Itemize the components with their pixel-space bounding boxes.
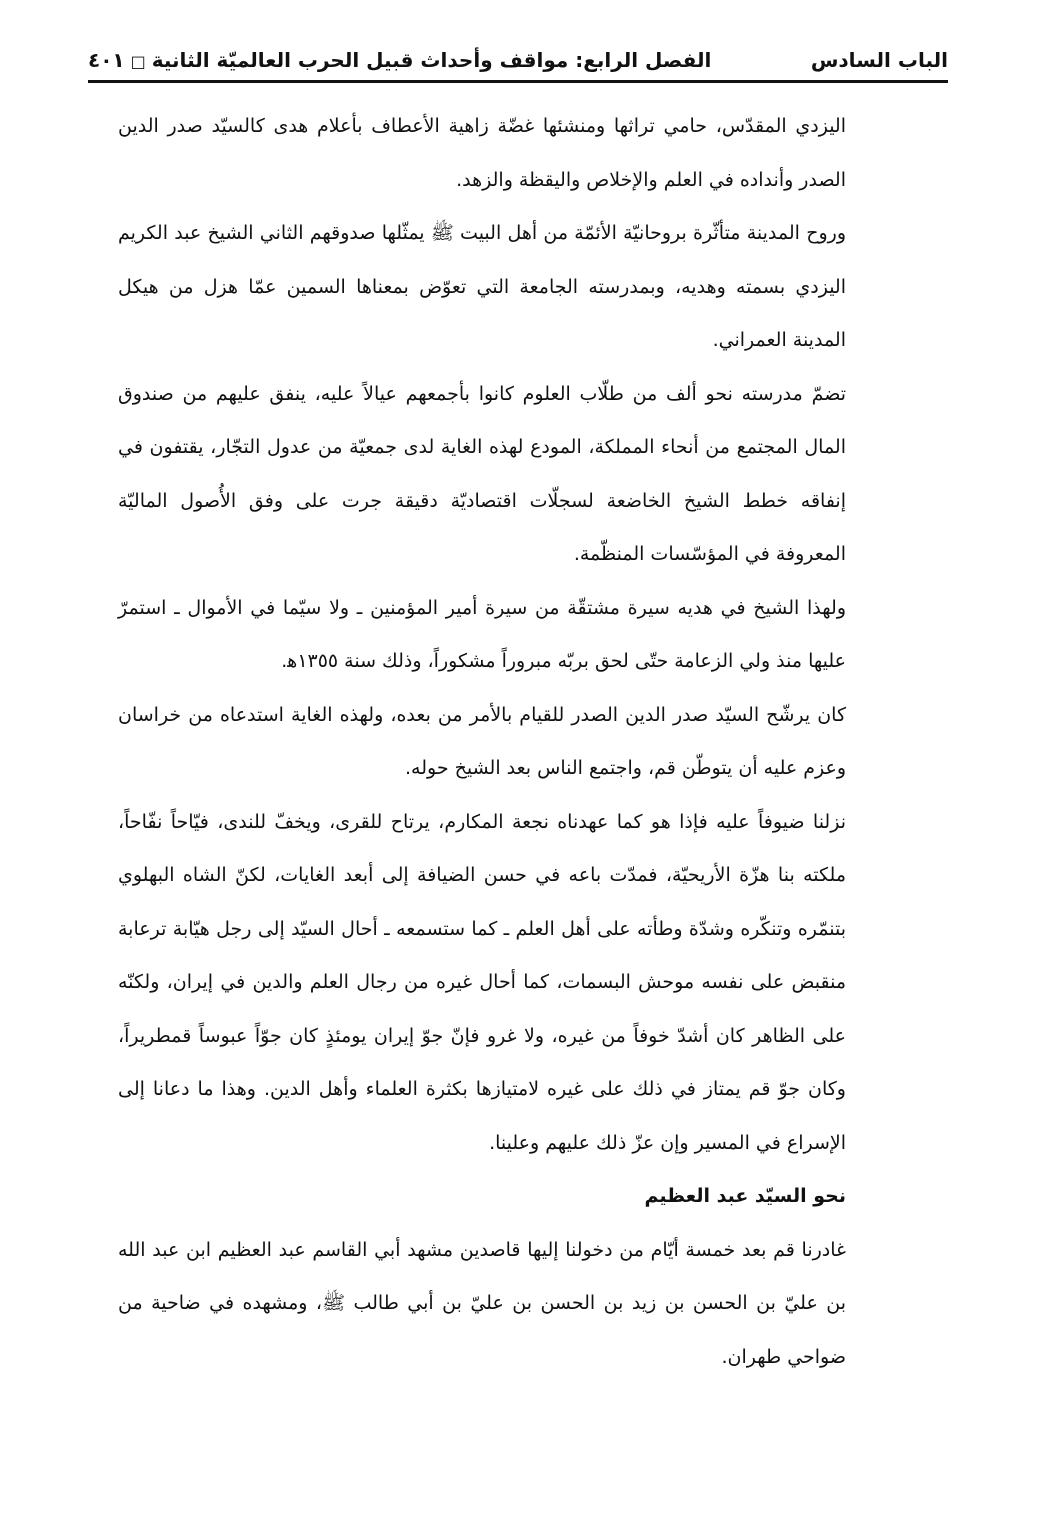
paragraph: اليزدي المقدّس، حامي تراثها ومنشئها غضّة زاهية الأعطاف بأعلام هدى كالسيّد صدر الدين الصدر وأنداده في العلم والإخلاص واليقظة والزهد. [118, 115, 846, 191]
paragraph: وروح المدينة متأثّرة بروحانيّة الأئمّة من أهل البيت ﷺ يمثّلها صدوقهم الثاني الشيخ عبد الكريم اليزدي بسمته وهديه، وبمدرسته الجامعة التي تعوّض بمعناها السمين عمّا هزل من هيكل المدينة العمراني. [118, 222, 846, 351]
paragraph: كان يرشّح السيّد صدر الدين الصدر للقيام بالأمر من بعده، ولهذه الغاية استدعاه من خراسان وعزم عليه أن يتوطّن قم، واجتمع الناس بعد الشيخ حوله. [118, 703, 846, 779]
part-title: الباب السادس [810, 48, 948, 72]
separator-square-icon: □ [130, 52, 146, 71]
paragraph: نزلنا ضيوفاً عليه فإذا هو كما عهدناه نجعة المكارم، يرتاح للقرى، ويخفّ للندى، فيّاحاً نفّاحاً، ملكته بنا هزّة الأريحيّة، فمدّت باعه في حسن الضيافة إلى أبعد الغايات، لكنّ الشاه البهلوي بتنمّره وتنكّره وشدّة وطأته على أهل العلم ـ كما ستسمعه ـ أحال السيّد إلى رجل هيّابة ترعابة منقبض على نفسه موحش البسمات، كما أحال غيره من رجال العلم والدين في إيران، ولكنّه على الظاهر كان أشدّ خوفاً من غيره، ولا غرو فإنّ جوّ إيران يومئذٍ كان جوّاً عبوساً قمطريراً، وكان جوّ قم يمتاز في ذلك على غيره لامتيازها بكثرة العلماء وأهل الدين. وهذا ما دعانا إلى الإسراع في المسير وإن عزّ ذلك عليهم وعلينا. [118, 810, 846, 1154]
page-number: ٤٠١ [88, 48, 125, 72]
chapter-title-and-page [88, 48, 711, 72]
running-header [88, 42, 948, 78]
chapter-title: الفصل الرابع: مواقف وأحداث قبيل الحرب العالميّة الثانية [151, 48, 712, 72]
paragraph: غادرنا قم بعد خمسة أيّام من دخولنا إليها قاصدين مشهد أبي القاسم عبد العظيم ابن عبد الله بن عليّ بن الحسن بن زيد بن الحسن بن عليّ بن أبي طالب ﷺ، ومشهده في ضاحية من ضواحي طهران. [118, 1238, 846, 1368]
main-text [118, 100, 846, 1384]
section-heading: نحو السيّد عبد العظيم [644, 1185, 846, 1207]
header-rule [88, 80, 948, 83]
paragraph: تضمّ مدرسته نحو ألف من طلّاب العلوم كانوا بأجمعهم عيالاً عليه، ينفق عليهم من صندوق المال المجتمع من أنحاء المملكة، المودع لهذه الغاية لدى جمعيّة من عدول التجّار، يقتفون في إنفاقه خطط الشيخ الخاضعة لسجلّات اقتصاديّة دقيقة جرت على وفق الأُصول الماليّة المعروفة في المؤسّسات المنظّمة. [118, 382, 846, 565]
paragraph: ولهذا الشيخ في هديه سيرة مشتقّة من سيرة أمير المؤمنين ـ ولا سيّما في الأموال ـ استمرّ عليها منذ ولي الزعامة حتّى لحق بربّه مبروراً مشكوراً، وذلك سنة ١٣٥٥ﻫ. [118, 596, 846, 672]
